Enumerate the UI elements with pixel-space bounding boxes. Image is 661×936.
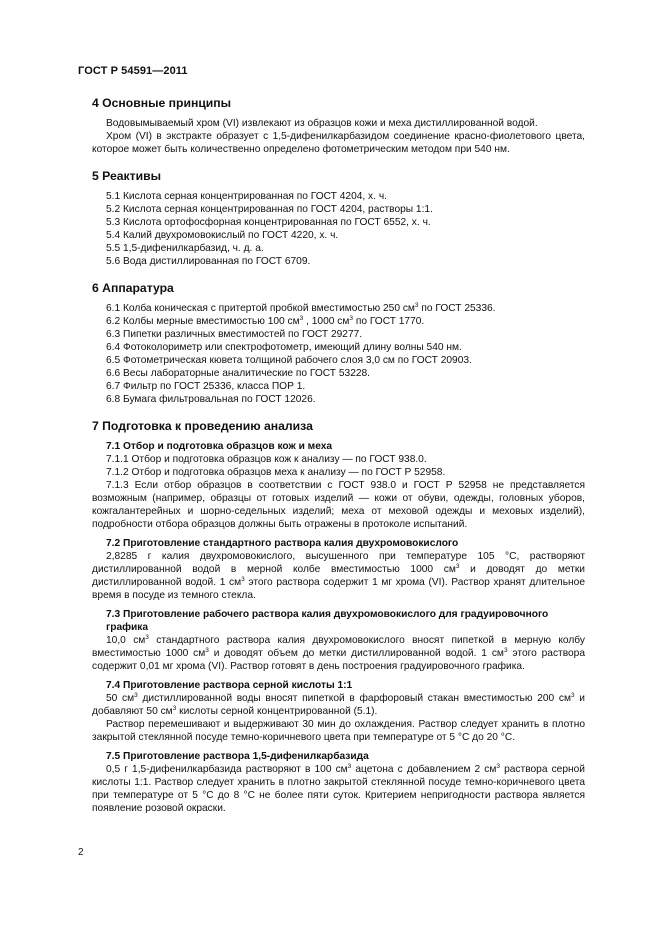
paragraph-7-3: 10,0 $см^3$ стандартного раствора калия двухромовокислого вносят пипеткой в мерную колбу вместимостью 1000 $см^3$ и доводят объем до метки дистиллированной водой. 1 $см^3$ этого раствора содержит 0,01 мг хрома (VI). Раствор готовят в день построения градуировочного графика. [92,634,586,672]
apparatus-item: 6.8 Бумага фильтровальная по ГОСТ 12026. [106,394,316,405]
reagent-item: 5.2 Кислота серная концентрированная по ГОСТ 4204, растворы 1:1. [106,204,433,215]
document-header: ГОСТ Р 54591—2011 [78,65,188,77]
section-4-paragraph-1: Водовымываемый хром (VI) извлекают из образцов кожи и меха дистиллированной водой. [106,118,538,129]
reagent-item: 5.6 Вода дистиллированная по ГОСТ 6709. [106,256,311,267]
apparatus-item: 6.5 Фотометрическая кювета толщиной рабочего слоя 3,0 см по ГОСТ 20903. [106,355,472,366]
apparatus-item: 6.4 Фотоколориметр или спектрофотометр, имеющий длину волны 540 нм. [106,342,462,353]
section-5-title: 5 Реактивы [92,169,162,183]
subsection-7-1-title: 7.1 Отбор и подготовка образцов кож и меха [106,441,333,452]
section-7-title: 7 Подготовка к проведению анализа [92,419,313,433]
apparatus-item: 6.3 Пипетки различных вместимостей по ГОСТ 29277. [106,329,363,340]
paragraph-7-1-1: 7.1.1 Отбор и подготовка образцов кож к анализу — по ГОСТ 938.0. [106,454,427,465]
reagent-item: 5.3 Кислота ортофосфорная концентрированная по ГОСТ 6552, х. ч. [106,217,431,228]
apparatus-item: 6.6 Весы лабораторные аналитические по ГОСТ 53228. [106,368,371,379]
apparatus-item: 6.7 Фильтр по ГОСТ 25336, класса ПОР 1. [106,381,306,392]
paragraph-7-2: 2,8285 г калия двухромовокислого, высушенного при температуре 105 °С, растворяют дистиллированной водой в мерной колбе вместимостью 1000 $см^3$ и доводят до метки дистиллированной водой. 1 $см^3$ этого раствора содержит 1 мг хрома (VI). Раствор хранят длительное время в посуде из темного стекла. [92,551,585,601]
apparatus-item: 6.1 Колба коническая с притертой пробкой вместимостью 250 $см^3$ по ГОСТ 25336. [106,302,496,314]
paragraph-7-5: 0,5 г 1,5-дифенилкарбазида растворяют в 100 $см^3$ ацетона с добавлением 2 $см^3$ раствора серной кислоты 1:1. Раствор следует хранить в плотно закрытой стеклянной посуде темно-коричневого цвета при температуре от 5 °С до 8 °С не более пяти суток. Критерием непригодности раствора является появление розовой окраски. [92,763,585,814]
subsection-7-4-title: 7.4 Приготовление раствора серной кислоты 1:1 [106,680,353,691]
paragraph-7-4-1: 50 $см^3$ дистиллированной воды вносят пипеткой в фарфоровый стакан вместимостью 200 $см^3$ и добавляют 50 $см^3$ кислоты серной концентрированной (5.1). [92,692,585,717]
apparatus-item: 6.2 Колбы мерные вместимостью 100 $см^3$ , 1000 $см^3$ по ГОСТ 1770. [106,315,425,327]
document-body [92,96,585,815]
reagent-item: 5.4 Калий двухромовокислый по ГОСТ 4220, х. ч. [106,230,339,241]
section-4-paragraph-2: Хром (VI) в экстракте образует с 1,5-дифенилкарбазидом соединение красно-фиолетового цвета, которое может быть количественно определено фотометрическим методом при 540 нм. [92,131,585,155]
paragraph-7-4-2: Раствор перемешивают и выдерживают 30 мин до охлаждения. Раствор следует хранить в плотно закрытой стеклянной посуде темно-коричневого цвета при температуре от 5 °С до 20 °С. [92,719,585,743]
subsection-7-5-title: 7.5 Приготовление раствора 1,5-дифенилкарбазида [106,751,369,762]
page-number: 2 [78,847,84,858]
paragraph-7-1-3: 7.1.3 Если отбор образцов в соответствии с ГОСТ 938.0 и ГОСТ Р 52958 не представляется возможным (например, образцы от готовых изделий — кожи от обуви, одежды, головных уборов, кожгалантерейных и шорно-седельных изделий; меха от меховой одежды и меховых изделий), подробности отбора образцов должны быть отражены в протоколе испытаний. [92,480,585,530]
section-4-title: 4 Основные принципы [92,96,232,110]
paragraph-7-1-2: 7.1.2 Отбор и подготовка образцов меха к анализу — по ГОСТ Р 52958. [106,467,446,478]
subsection-7-2-title: 7.2 Приготовление стандартного раствора калия двухромовокислого [106,538,459,549]
subsection-7-3-title: 7.3 Приготовление рабочего раствора калия двухромовокислого для градуировочного графика [106,609,549,633]
reagent-item: 5.5 1,5-дифенилкарбазид, ч. д. а. [106,243,264,254]
section-6-title: 6 Аппаратура [92,281,174,295]
reagent-item: 5.1 Кислота серная концентрированная по ГОСТ 4204, х. ч. [106,191,387,202]
